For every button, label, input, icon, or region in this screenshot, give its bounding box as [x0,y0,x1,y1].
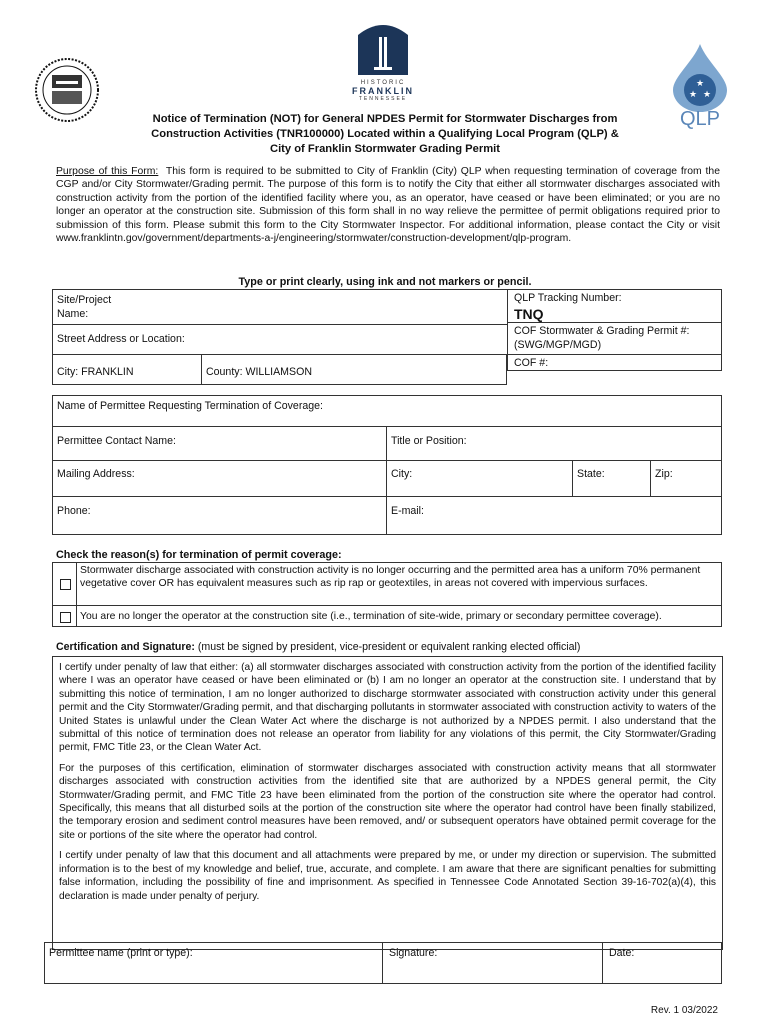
site-name-field[interactable] [52,289,507,325]
reason-1-text: Stormwater discharge associated with construction activity is no longer occurring and the permitted area has a uniform 70% permanent vegetative cover OR has equivalent measures such as rip rap or geotextiles, in areas not covered with impervious surfaces. [76,562,722,606]
franklin-logo-line2: FRANKLIN [352,86,414,96]
reason-1-checkbox[interactable] [60,579,71,590]
instruction-text: Type or print clearly, using ink and not markers or pencil. [238,276,532,288]
certification-box [52,656,723,950]
certification-paragraph-2: For the purposes of this certification, elimination of stormwater discharges associated with construction activity means that all stormwater discharges associated with construction activities from the identified site that are authorized by a NPDES general permit, the City Stormwater/Grading permit, and FMC Title 23 have been eliminated from the portion of the construction site where the operator had control. Specifically, this means that all disturbed soils at the portion of the construction site where the operator had control have been finally stabilized, the temporary erosion and sediment control measures have been removed, and/ or subsequent operators have obtained permit coverage for the site or portions of the site where the operator had control. [59,762,716,841]
purpose-paragraph [56,165,720,245]
reason-2-checkbox[interactable] [60,612,71,623]
state-field[interactable] [572,460,651,497]
reasons-table [52,562,722,630]
phone-label: Phone: [57,505,91,517]
county-label: County: WILLIAMSON [206,366,312,378]
franklin-logo-line3: TENNESSEE [358,96,408,102]
cof-permit-label: COF Stormwater & Grading Permit #: [514,325,690,337]
phone-field[interactable] [52,496,387,535]
county-field[interactable] [202,355,507,385]
certification-heading [56,641,580,653]
permittee-city-label: City: [391,468,413,480]
form-title [0,112,770,157]
permittee-table [52,395,722,535]
title-position-label: Title or Position: [391,435,467,447]
city-label: City: FRANKLIN [57,366,134,378]
contact-name-field[interactable] [52,426,387,461]
revision-label: Rev. 1 03/2022 [650,1005,718,1016]
reason-2-check-cell [52,605,76,627]
svg-text:★: ★ [688,90,698,100]
cof-permit-field[interactable] [507,322,722,355]
reason-2-text: You are no longer the operator at the construction site (i.e., termination of site-wide, primary or secondary permittee coverage). [76,605,722,627]
permittee-print-name-label: Permittee name (print or type): [49,947,193,959]
qlp-tracking-label: QLP Tracking Number: [514,292,622,304]
certification-heading-label: Certification and Signature: [56,641,195,653]
qlp-logo-text: QLP [679,108,721,130]
site-info-table [52,289,722,389]
state-label: State: [577,468,605,480]
qlp-tracking-field[interactable] [507,289,722,325]
mailing-address-label: Mailing Address: [57,468,135,480]
purpose-text: This form is required to be submitted to City of Franklin (City) QLP when requesting termination of coverage from the CGP and/or City Stormwater/Grading permit. The purpose of this form is to notify the City that either all stormwater discharges associated with construction activity from the portion of the identified facility where you, as an operator, have ceased or have been eliminated; or you are no longer an operator at the construction site. Submission of this form shall in no way relieve the permittee of permit obligations required prior to submission of this form. Please submit this form to the City Stormwater Inspector. For additional information, please contact the City or visit www.franklintn.gov/government/departments-a-j/engineering/stormwater/construction-development/qlp-program. [56,166,720,245]
signature-label: Signature: [389,947,438,959]
qlp-tracking-value: TNQ [514,306,544,322]
cof-permit-sublabel: (SWG/MGP/MGD) [514,339,602,351]
svg-text:★: ★ [695,79,705,89]
permittee-name-label: Name of Permittee Requesting Termination of Coverage: [57,400,323,412]
cof-number-label: COF #: [514,357,549,369]
site-name-label-2: Name: [57,308,89,320]
title-position-field[interactable] [386,426,722,461]
signature-table [44,942,722,984]
city-field[interactable] [52,355,202,385]
street-address-field[interactable] [52,325,507,355]
date-label: Date: [609,947,635,959]
certification-heading-note: (must be signed by president, vice-president or equivalent ranking elected official) [194,641,581,653]
certification-paragraph-1: I certify under penalty of law that either: (a) all stormwater discharges associated with construction activity from the portion of the identified facility where I was an operator have ceased or have been eliminated or (b) I am no longer an operator at the construction site. I understand that by submitting this notice of termination, I am no longer authorized to discharge stormwater associated with construction activity under this general permit and the City Stormwater/Grading permit, and that discharging pollutants in stormwater associated with construction activity to waters of the United States is unlawful under the Clean Water Act where the discharge is not authorized by a NPDES permit. I also understand that the submittal of this notice of termination does not release an operator from liability for any violations of this permit, the City Stormwater/Grading permit, FMC Title 23, or the Clean Water Act. [59,662,716,754]
reasons-heading: Check the reason(s) for termination of permit coverage: [56,549,342,561]
zip-field[interactable] [650,460,722,497]
street-address-label: Street Address or Location: [57,333,185,345]
franklin-logo-line1: HISTORIC [360,80,406,86]
purpose-label: Purpose of this Form: [56,166,159,177]
reason-1-check-cell [52,562,76,606]
cof-number-field[interactable] [507,355,722,371]
historic-franklin-logo [338,23,428,108]
mailing-address-field[interactable] [52,460,387,497]
permittee-name-field[interactable] [52,395,722,427]
permittee-print-name-field[interactable] [44,942,383,984]
permittee-city-field[interactable] [386,460,573,497]
svg-text:★: ★ [702,90,712,100]
contact-name-label: Permittee Contact Name: [57,435,176,447]
certification-paragraph-3: I certify under penalty of law that this document and all attachments were prepared by me, or under my direction or supervision. The submitted information is to the best of my knowledge and belief, true, accurate, and complete. I am aware that there are significant penalties for submitting false information, including the possibility of fine and imprisonment. As specified in Tennessee Code Annotated Section 39-16-702(a)(4), this declaration is made under penalty of perjury. [59,850,716,902]
email-field[interactable] [386,496,722,535]
date-field[interactable] [602,942,722,984]
site-name-label: Site/Project [57,294,112,306]
title-line-2: Construction Activities (TNR100000) Located within a Qualifying Local Program (QLP) & [151,128,619,140]
signature-field[interactable] [382,942,603,984]
title-line-3: City of Franklin Stormwater Grading Permit [269,143,500,155]
email-label: E-mail: [391,505,424,517]
zip-label: Zip: [655,468,673,480]
title-line-1: Notice of Termination (NOT) for General NPDES Permit for Stormwater Discharges from [152,113,618,125]
